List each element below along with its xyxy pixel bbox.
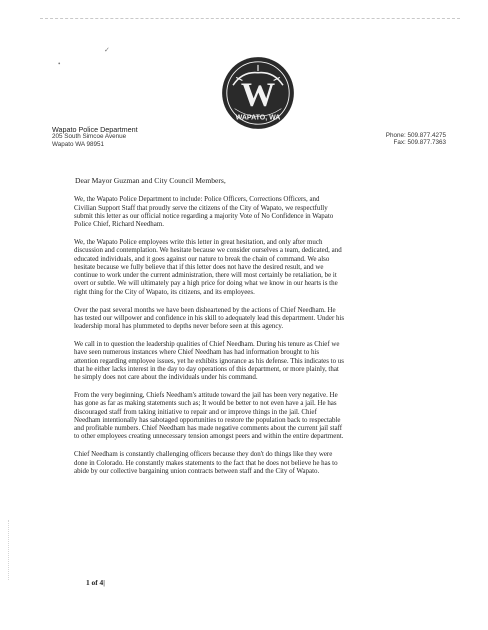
paragraph [74,195,454,228]
scan-artifact-edge [8,520,25,580]
paragraph-line: leadership moral has plummeted to depths never before seen at this agency. [74,322,284,331]
paragraph [74,340,454,381]
paragraph-line: abide by our collective bargaining union contracts between staff and the City of Wapato. [74,466,320,475]
paragraph-line: Over the past several months we have been disheartened by the actions of Chief Needham. He [74,305,336,314]
paragraph-line: has gone as far as making statements such as; It would be better to not even have a jail. He has [74,399,337,408]
paragraph-line: Chief Needham is constantly challenging officers because they don't do things like they were [74,450,333,459]
paragraph-line: continue to work under the current administration, there will most certainly be retaliation, be it [74,271,337,280]
scan-speck: • [58,60,61,68]
paragraph-line: We, the Wapato Police Department to include: Police Officers, Corrections Officers, and [74,195,320,204]
paragraph-line: he simply does not care about the individuals under his command. [74,373,258,382]
salutation: Dear Mayor Guzman and City Council Members, [75,176,226,185]
phone-number: Phone: 509.877.4275 [385,132,446,139]
org-name: Wapato Police Department [52,125,138,134]
scan-artifact-line [40,18,460,20]
paragraph-line: Civilian Support Staff that proudly serve the citizens of the City of Wapato, we respectfully [74,203,328,212]
paragraph-line: overt or subtle. We will ultimately pay a high price for doing what we know in our hearts is the [74,279,338,288]
paragraph-line: Needham intentionally has sabotaged opportunities to restore the population back to respectable [74,415,341,424]
paragraph-line: has tested our willpower and confidence in his skill to adequately lead this department. Under his [74,313,345,322]
letterhead-contact-block [386,132,446,147]
letter-body [74,177,454,485]
paragraph-line: submit this letter as our official notice regarding a majority Vote of No Confidence in Wapato [74,211,334,220]
paragraph-line: right thing for the City of Wapato, its citizens, and its employees. [74,287,255,296]
logo-text: WAPATO, WA [235,114,281,122]
scan-speck: ✓ [104,46,110,54]
paragraph-line: to other employees creating unnecessary tension amongst peers and within the entire department. [74,432,344,441]
paragraph-line: hesitate because we fully believe that if this letter does not have the desired result, and we [74,262,324,271]
paragraph [74,391,454,441]
paragraph-line: discussion and contemplation. We hesitate because we consider ourselves a team, dedicated, and [74,246,342,255]
paragraph-line: We, the Wapato Police employees write this letter in great hesitation, and only after much [74,237,323,246]
paragraph-line: Police Chief, Richard Needham. [74,220,164,229]
logo-letter: W [240,75,276,114]
paragraph-line: and profitable numbers. Chief Needham has made negative comments about the current jail staff [74,424,343,433]
paragraph-line: attention regarding employee issues, yet he exhibits ignorance as his defense. This indicates to us [74,356,344,365]
paragraph-line: that he either lacks interest in the day to day operations of this department, or more plainly, that [74,364,339,373]
letter-paragraphs [74,195,454,475]
paragraph [74,238,454,296]
paragraph-line: educated individuals, and it goes against our nature to break the chain of command. We also [74,254,330,263]
paragraph-line: have seen numerous instances where Chief Needham has had information brought to his [74,348,320,357]
fax-number: Fax: 509.877.7363 [393,139,446,147]
paragraph [74,450,454,475]
paragraph-line: We call in to question the leadership qualities of Chief Needham. During his tenure as Chief we [74,339,340,348]
letterhead-address-block [52,126,138,148]
address-line-2: Wapato WA 98951 [52,140,105,148]
paragraph [74,306,454,331]
paragraph-line: discouraged staff from taking initiative to repair and or improve things in the jail. Chief [74,407,317,416]
paragraph-line: done in Colorado. He constantly makes statements to the fact that he does not believe he has to [74,458,338,467]
page-number: 1 of 4| [86,578,105,587]
address-line-1: 205 South Simcoe Avenue [52,133,127,141]
wapato-logo [219,54,297,132]
paragraph-line: From the very beginning, Chiefs Needham's attitude toward the jail has been very negative. He [74,390,338,399]
